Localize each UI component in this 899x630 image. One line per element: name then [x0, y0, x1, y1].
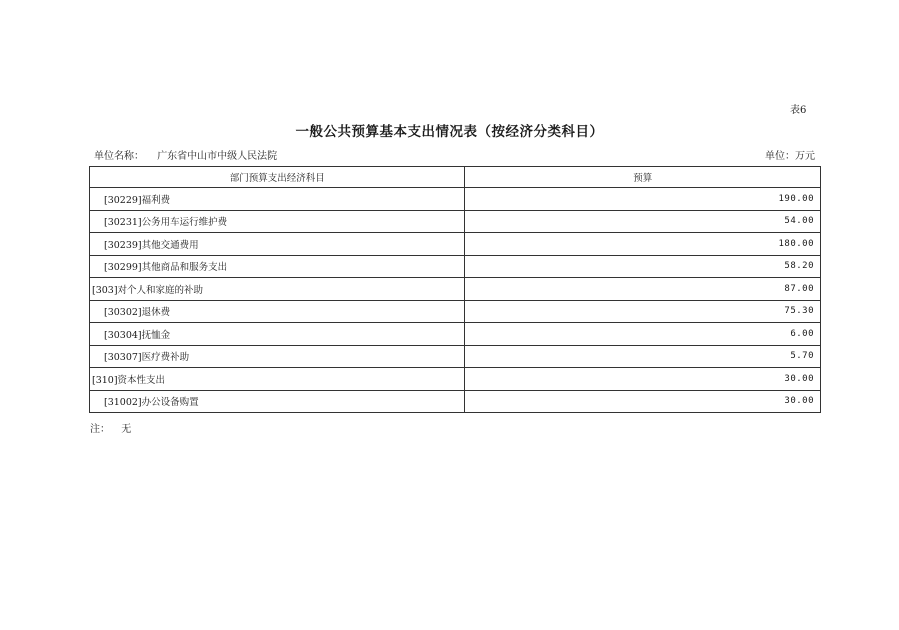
row-subject: [303]对个人和家庭的补助: [90, 278, 465, 301]
row-budget: 5.70: [465, 345, 821, 368]
unit-name-label: 单位名称：: [94, 151, 144, 162]
row-subject: [30231]公务用车运行维护费: [90, 210, 465, 233]
table-row: [90, 188, 821, 211]
table-row: [90, 345, 821, 368]
footnote-label: 注：: [90, 424, 110, 435]
row-subject: [310]资本性支出: [90, 368, 465, 391]
row-subject: [31002]办公设备购置: [90, 390, 465, 413]
page-title: 一般公共预算基本支出情况表（按经济分类科目）: [295, 124, 604, 140]
row-budget: 180.00: [465, 233, 821, 256]
row-subject: [30302]退休费: [90, 300, 465, 323]
row-budget: 75.30: [465, 300, 821, 323]
row-budget: 87.00: [465, 278, 821, 301]
table-row: [90, 278, 821, 301]
table-row: [90, 368, 821, 391]
unit-name-value: 广东省中山市中级人民法院: [157, 151, 278, 162]
row-budget: 30.00: [465, 368, 821, 391]
row-budget: 54.00: [465, 210, 821, 233]
row-subject: [30299]其他商品和服务支出: [90, 255, 465, 278]
table-row: [90, 390, 821, 413]
unit-name-line: [94, 147, 277, 162]
table-row: [90, 210, 821, 233]
row-subject: [30307]医疗费补助: [90, 345, 465, 368]
row-budget: 6.00: [465, 323, 821, 346]
row-budget: 30.00: [465, 390, 821, 413]
row-subject: [30304]抚恤金: [90, 323, 465, 346]
row-subject: [30239]其他交通费用: [90, 233, 465, 256]
row-subject: [30229]福利费: [90, 188, 465, 211]
table-row: [90, 323, 821, 346]
table-header-row: [90, 167, 821, 188]
table-number: 表6: [790, 105, 807, 116]
table-row: [90, 233, 821, 256]
footnote: [90, 420, 131, 435]
footnote-text: 无: [121, 424, 132, 435]
column-header-subject: 部门预算支出经济科目: [90, 167, 465, 188]
table-row: [90, 255, 821, 278]
column-header-budget: 预算: [465, 167, 821, 188]
unit-label: 单位：万元: [765, 151, 815, 162]
table-row: [90, 300, 821, 323]
budget-table: [89, 166, 821, 413]
row-budget: 58.20: [465, 255, 821, 278]
row-budget: 190.00: [465, 188, 821, 211]
